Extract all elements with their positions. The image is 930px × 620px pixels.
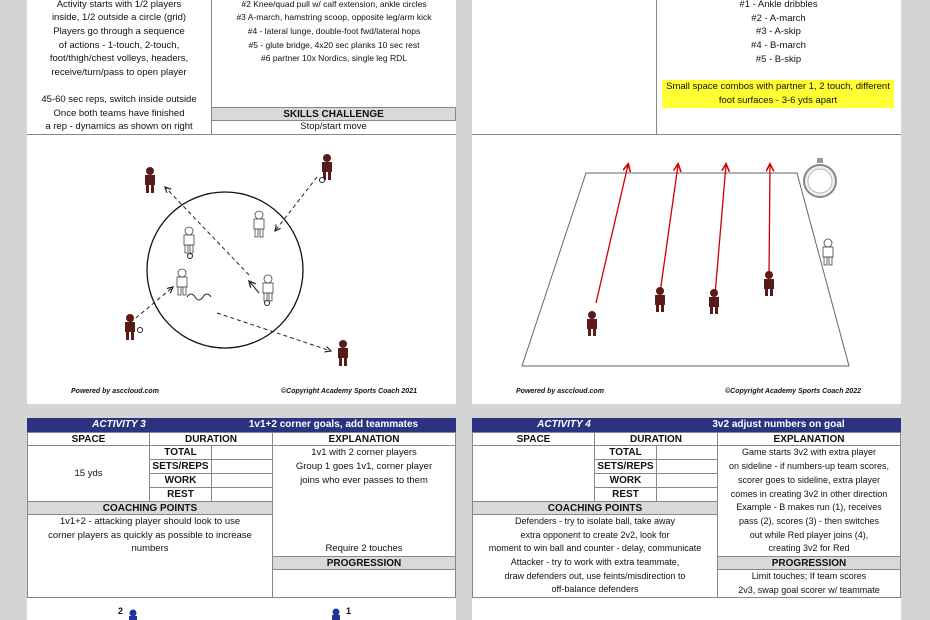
warmup-line: #2 Knee/quad pull w/ calf extension, ankle circles: [241, 0, 427, 9]
progression-header: PROGRESSION: [717, 556, 901, 570]
stopwatch-icon: [804, 158, 836, 197]
duration-row: TOTAL: [594, 445, 657, 460]
coaching-line: numbers: [131, 543, 169, 554]
pass-arrow: [217, 313, 331, 351]
player-red: [655, 287, 665, 312]
intro-line: of actions - 1-touch, 2-touch,: [58, 40, 180, 51]
coaching-line: draw defenders out, use feints/misdirection to: [504, 571, 686, 581]
duration-header: DURATION: [594, 432, 718, 446]
highlight-line: foot surfaces - 3-6 yds apart: [718, 95, 838, 106]
ball: [138, 328, 143, 333]
drill-item: #3 - A-skip: [756, 26, 801, 37]
player-white: [177, 269, 187, 295]
duration-header: DURATION: [149, 432, 273, 446]
diagram-number: 2: [118, 606, 124, 616]
coaching-line: 1v1+2 - attacking player should look to use: [59, 516, 241, 527]
duration-row: SETS/REPS: [149, 459, 212, 474]
explanation-line: Require 2 touches: [325, 543, 403, 554]
intro-line: inside, 1/2 outside a circle (grid): [51, 12, 187, 23]
player-white: [263, 275, 273, 301]
warmup-line: #3 A-march, hamstring scoop, opposite leg/arm kick: [236, 12, 432, 22]
explanation-line: pass (2), scores (3) - then switches: [738, 516, 880, 526]
player-red: [709, 289, 719, 314]
progression-cell: [272, 569, 456, 598]
player-blue: [129, 610, 137, 620]
intro-line: Players go through a sequence: [53, 26, 185, 37]
player-white: [254, 211, 264, 237]
sprint-field-diagram: [472, 135, 901, 404]
sprint-arrow: [769, 165, 770, 277]
coaching-line: Defenders - try to isolate ball, take away: [514, 516, 676, 526]
duration-value: [656, 445, 718, 460]
grid-circle: [147, 192, 303, 348]
explanation-line: comes in creating 3v2 in other direction: [730, 489, 888, 499]
coaching-header: COACHING POINTS: [472, 501, 718, 515]
duration-value: [656, 473, 718, 488]
explanation-line: creating 3v2 for Red: [768, 543, 850, 553]
activity3-label: ACTIVITY 3: [27, 418, 211, 432]
highlight-line: Small space combos with partner 1, 2 touch, different: [666, 81, 890, 92]
coaching-line: corner players as quickly as possible to increase: [48, 530, 252, 541]
explanation-header: EXPLANATION: [272, 432, 456, 446]
player-red: [764, 271, 774, 296]
explanation-line: Group 1 goes 1v1, corner player: [295, 461, 433, 472]
explanation-line: joins who ever passes to them: [300, 475, 428, 486]
duration-row: REST: [149, 487, 212, 502]
progression-header: PROGRESSION: [272, 556, 456, 570]
coaching-line: moment to win ball and counter - delay, communicate: [488, 543, 702, 553]
player-red: [338, 340, 348, 366]
space-cell: [472, 445, 595, 502]
intro-line: Activity starts with 1/2 players: [56, 0, 182, 10]
drill-item: #4 - B-march: [751, 40, 806, 51]
ball: [265, 301, 270, 306]
duration-value: [656, 487, 718, 502]
coaching-line: extra opponent to create 2v2, look for: [520, 530, 670, 540]
coaching-header: COACHING POINTS: [27, 501, 273, 515]
space-header: SPACE: [472, 432, 595, 446]
pass-arrow: [165, 187, 249, 275]
warmup-line: #5 - glute bridge, 4x20 sec planks 10 sec rest: [248, 40, 420, 50]
dribble-path: [187, 294, 211, 300]
duration-value: [211, 445, 273, 460]
rep-line: 45-60 sec reps, switch inside outside: [41, 94, 197, 105]
duration-row: REST: [594, 487, 657, 502]
drill-item: #2 - A-march: [751, 13, 806, 24]
copyright-footer: ©Copyright Academy Sports Coach 2022: [725, 388, 861, 395]
highlight-note: [662, 80, 894, 108]
activity3-title: 1v1+2 corner goals, add teammates: [211, 418, 456, 432]
drill-item: #1 - Ankle dribbles: [739, 0, 818, 10]
rep-line: a rep - dynamics as shown on right: [45, 121, 193, 132]
explanation-line: scorer goes to sideline, extra player: [737, 475, 881, 485]
warmup-line: #4 - lateral lunge, double-foot fwd/lateral hops: [247, 26, 421, 36]
duration-row: TOTAL: [149, 445, 212, 460]
powered-footer: Powered by asccloud.com: [71, 388, 159, 395]
coaching-line: Attacker - try to work with extra teammate,: [510, 557, 680, 567]
player-red: [587, 311, 597, 336]
ball: [188, 254, 193, 259]
coaching-line: off-balance defenders: [551, 584, 639, 594]
sprint-arrow: [596, 165, 628, 303]
duration-row: WORK: [594, 473, 657, 488]
activity4-title: 3v2 adjust numbers on goal: [656, 418, 901, 432]
duration-row: WORK: [149, 473, 212, 488]
duration-value: [211, 459, 273, 474]
intro-line: receive/turn/pass to open player: [51, 67, 187, 78]
player-red: [322, 154, 332, 180]
explanation-line: on sideline - if numbers-up team scores,: [728, 461, 890, 471]
drill-item: #5 - B-skip: [755, 54, 802, 65]
activity4-label: ACTIVITY 4: [472, 418, 656, 432]
circle-drill-diagram: [27, 135, 456, 404]
sprint-arrow: [715, 165, 726, 295]
sprint-arrow: [660, 165, 678, 293]
warmup-line: #6 partner 10x Nordics, single leg RDL: [261, 53, 407, 63]
player-white: [184, 227, 194, 253]
powered-footer: Powered by asccloud.com: [516, 388, 604, 395]
diagram-number: 1: [346, 606, 352, 616]
duration-value: [211, 473, 273, 488]
duration-row: SETS/REPS: [594, 459, 657, 474]
ball: [320, 178, 325, 183]
explanation-header: EXPLANATION: [717, 432, 901, 446]
space-value: 15 yds: [74, 468, 103, 479]
run-arrow: [249, 281, 259, 293]
explanation-line: Example - B makes run (1), receives: [736, 502, 882, 512]
field-outline: [522, 173, 849, 366]
explanation-line: 1v1 with 2 corner players: [311, 447, 417, 458]
skills-challenge-text: Stop/start move: [300, 121, 367, 132]
coach: [823, 239, 833, 265]
space-header: SPACE: [27, 432, 150, 446]
intro-line: foot/thigh/chest volleys, headers,: [49, 53, 189, 64]
copyright-footer: ©Copyright Academy Sports Coach 2021: [281, 388, 417, 395]
player-red: [145, 167, 155, 193]
skills-challenge-header: SKILLS CHALLENGE: [211, 107, 456, 121]
player-blue: [332, 609, 340, 620]
duration-value: [656, 459, 718, 474]
pass-arrow: [275, 177, 317, 231]
duration-value: [211, 487, 273, 502]
progression-line: 2v3, swap goal scorer w/ teammate: [738, 585, 880, 595]
activity3-diagram-peek: [27, 598, 456, 620]
rep-line: Once both teams have finished: [53, 108, 185, 119]
explanation-line: out while Red player joins (4),: [749, 530, 869, 540]
player-red: [125, 314, 135, 340]
explanation-line: Game starts 3v2 with extra player: [741, 447, 877, 457]
progression-line: Limit touches; If team scores: [751, 571, 867, 581]
